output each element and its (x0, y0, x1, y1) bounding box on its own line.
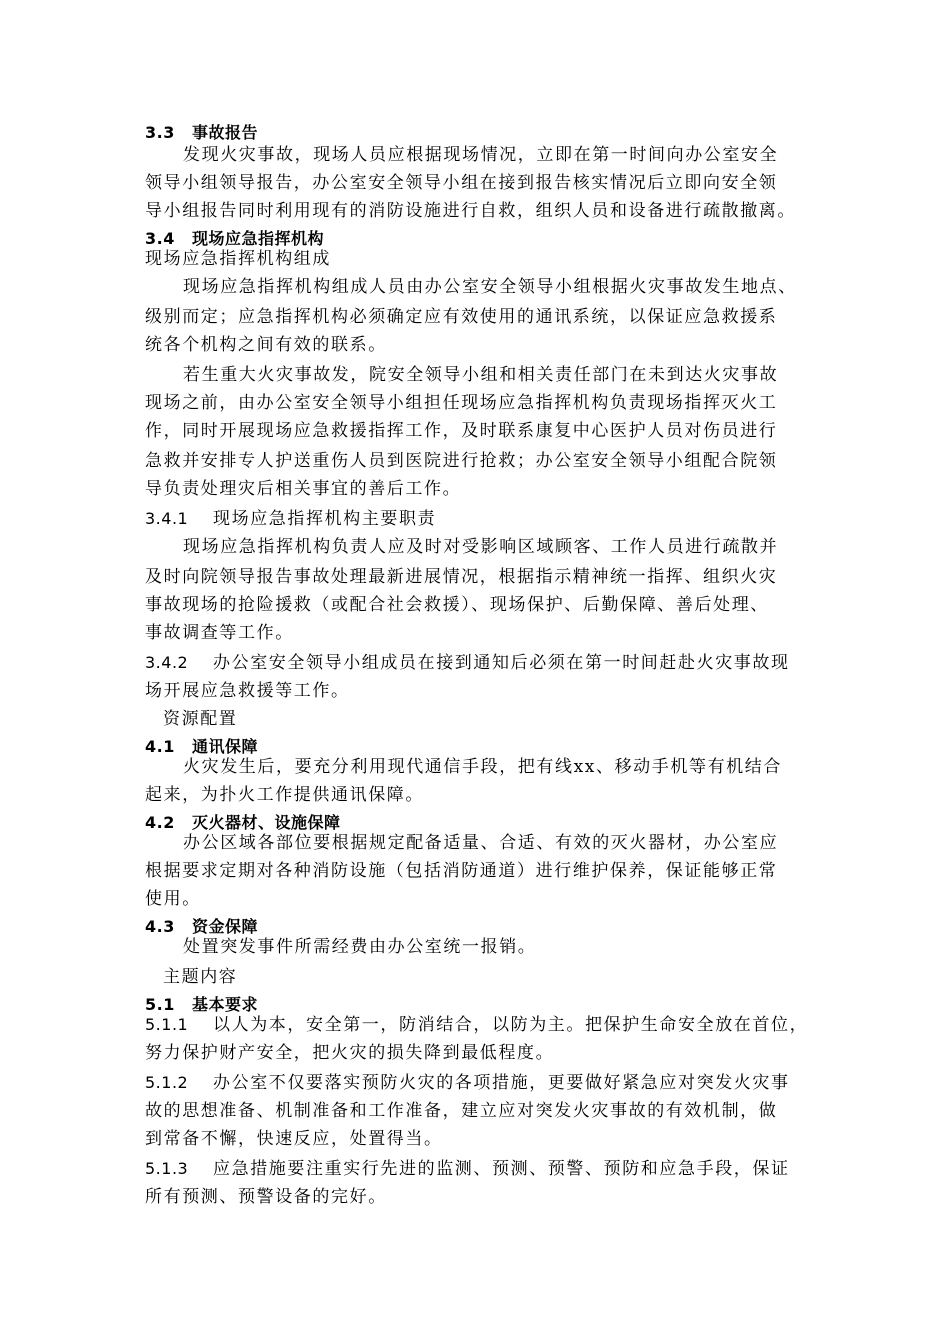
paragraph-line: 事故调查等工作。 (145, 623, 294, 643)
paragraph-line: 领导小组领导报告，办公室安全领导小组在接到报告核实情况后立即向安全领 (145, 173, 778, 193)
paragraph-line: 场开展应急救援等工作。 (145, 681, 350, 701)
paragraph-line: 火灾发生后，要充分利用现代通信手段，把有线xx、移动手机等有机结合 (183, 757, 782, 777)
section-heading-3-4 (145, 228, 324, 250)
section-number: 5.1.3 (145, 1159, 189, 1178)
paragraph-line: 所有预测、预警设备的完好。 (145, 1187, 387, 1207)
section-title: 通讯保障 (192, 737, 259, 756)
paragraph-line: 级别而定；应急指挥机构必须确定应有效使用的通讯系统，以保证应急救援系 (145, 307, 778, 327)
paragraph-line: 若生重大火灾事故发，院安全领导小组和相关责任部门在未到达火灾事故 (183, 365, 779, 385)
paragraph-line: 现场应急指挥机构组成 (145, 249, 331, 269)
paragraph-line: 导小组报告同时利用现有的消防设施进行自救，组织人员和设备进行疏散撤离。 (145, 201, 796, 221)
section-title: 办公室安全领导小组成员在接到通知后必须在第一时间赶赴火灾事故现 (213, 653, 790, 673)
section-title: 资金保障 (192, 917, 259, 936)
section-number: 3.3 (145, 123, 175, 142)
paragraph-line: 现场应急指挥机构组成人员由办公室安全领导小组根据火灾事故发生地点、 (183, 277, 797, 297)
chapter-title: 主题内容 (163, 967, 238, 987)
paragraph-line: 作，同时开展现场应急救援指挥工作，及时联系康复中心医护人员对伤员进行 (145, 421, 778, 441)
paragraph-line: 故的思想准备、机制准备和工作准备，建立应对突发火灾事故的有效机制，做 (145, 1101, 778, 1121)
paragraph-line: 现场应急指挥机构负责人应及时对受影响区域顾客、工作人员进行疏散并 (183, 537, 779, 557)
paragraph-line: 起来，为扑火工作提供通讯保障。 (145, 785, 424, 805)
subsection-5-1-1 (145, 1014, 808, 1036)
subsection-5-1-3 (145, 1158, 790, 1180)
section-number: 4.2 (145, 813, 175, 832)
section-heading-4-1 (145, 736, 258, 758)
subsection-5-1-2 (145, 1072, 790, 1094)
paragraph-line: 使用。 (145, 889, 201, 909)
paragraph-line: 导负责处理灾后相关事宜的善后工作。 (145, 479, 462, 499)
paragraph-line: 及时向院领导报告事故处理最新进展情况，根据指示精神统一指挥、组织火灾 (145, 567, 778, 587)
section-heading-5-1 (145, 994, 258, 1016)
section-number: 5.1.1 (145, 1015, 189, 1034)
section-heading-4-2 (145, 812, 341, 834)
paragraph-line: 努力保护财产安全，把火灾的损失降到最低程度。 (145, 1043, 555, 1063)
subsection-heading-3-4-2 (145, 652, 790, 674)
section-number: 4.3 (145, 917, 175, 936)
paragraph-line: 处置突发事件所需经费由办公室统一报销。 (183, 937, 537, 957)
section-title: 基本要求 (192, 995, 259, 1014)
paragraph-line: 事故现场的抢险援救（或配合社会救援）、现场保护、后勤保障、善后处理、 (145, 595, 769, 615)
paragraph-line: 发现火灾事故，现场人员应根据现场情况，立即在第一时间向办公室安全 (183, 145, 779, 165)
section-number: 3.4 (145, 229, 175, 248)
section-number: 3.4.2 (145, 653, 189, 672)
section-number: 4.1 (145, 737, 175, 756)
section-number: 3.4.1 (145, 509, 189, 528)
paragraph-line: 根据要求定期对各种消防设施（包括消防通道）进行维护保养，保证能够正常 (145, 861, 778, 881)
section-heading-4-3 (145, 916, 258, 938)
paragraph-text: 应急措施要注重实行先进的监测、预测、预警、预防和应急手段，保证 (213, 1159, 790, 1179)
section-number: 5.1.2 (145, 1073, 189, 1092)
paragraph-line: 现场之前，由办公室安全领导小组担任现场应急指挥机构负责现场指挥灭火工 (145, 393, 778, 413)
section-title: 灭火器材、设施保障 (192, 813, 341, 832)
paragraph-line: 办公区域各部位要根据规定配备适量、合适、有效的灭火器材，办公室应 (183, 833, 779, 853)
section-number: 5.1 (145, 995, 175, 1014)
paragraph-text: 以人为本，安全第一，防消结合，以防为主。把保护生命安全放在首位， (213, 1015, 809, 1035)
paragraph-line: 统各个机构之间有效的联系。 (145, 335, 387, 355)
section-title: 事故报告 (192, 123, 259, 142)
paragraph-line: 到常备不懈，快速反应，处置得当。 (145, 1129, 443, 1149)
chapter-title: 资源配置 (163, 709, 238, 729)
paragraph-text: 办公室不仅要落实预防火灾的各项措施，更要做好紧急应对突发火灾事 (213, 1073, 790, 1093)
section-heading-3-3 (145, 122, 258, 144)
section-title: 现场应急指挥机构主要职责 (213, 509, 437, 529)
subsection-heading-3-4-1 (145, 508, 436, 530)
paragraph-line: 急救并安排专人护送重伤人员到医院进行抢救；办公室安全领导小组配合院领 (145, 451, 778, 471)
section-title: 现场应急指挥机构 (192, 229, 325, 248)
